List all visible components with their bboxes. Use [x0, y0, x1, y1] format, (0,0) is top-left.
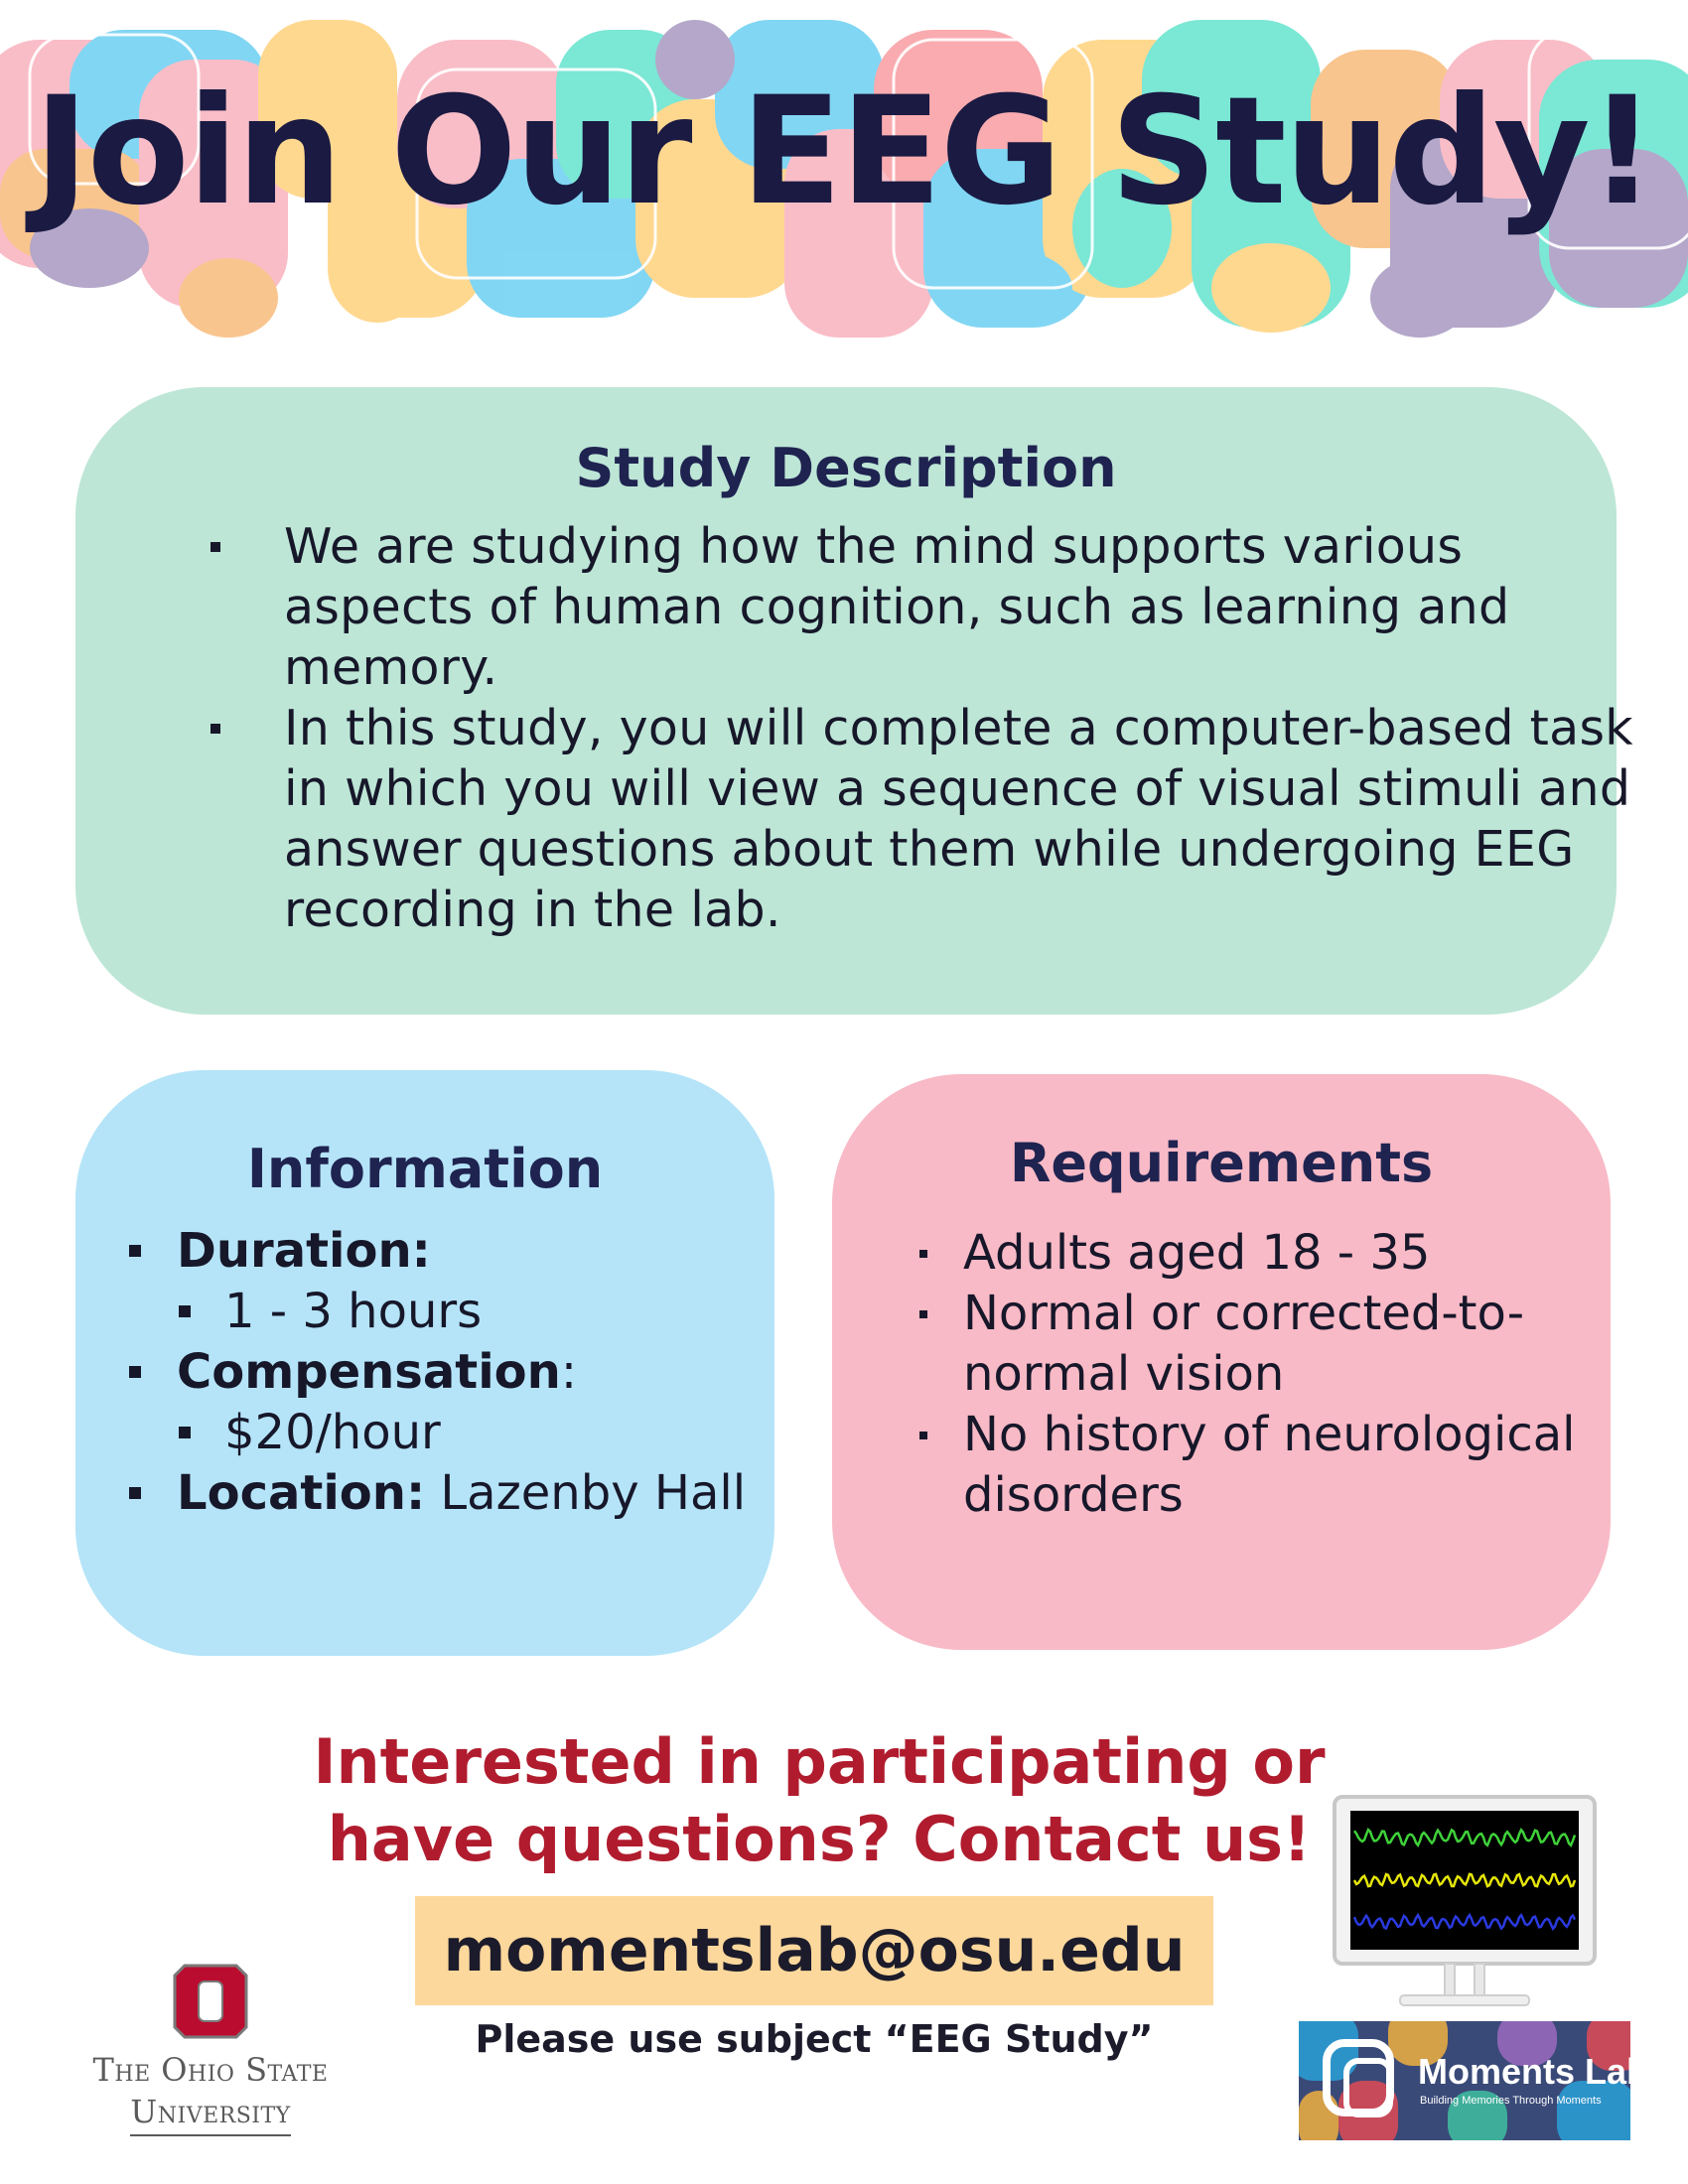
list-item: In this study, you will complete a computer-based task in which you will view a sequence of visual stimuli and answer questions about them while undergoing EEG recording in the lab.	[211, 698, 1640, 940]
study-description-list	[211, 516, 1640, 940]
information-panel	[75, 1070, 774, 1656]
information-list	[129, 1221, 765, 1524]
list-item: No history of neurological disorders	[880, 1405, 1595, 1526]
information-heading: Information	[246, 1138, 604, 1200]
compensation-colon: :	[560, 1344, 577, 1400]
duration-label: Duration:	[177, 1223, 431, 1279]
location-value: Lazenby Hall	[440, 1465, 747, 1521]
moments-lab-name: Moments Lab	[1418, 2051, 1649, 2092]
email-address[interactable]: momentslab@osu.edu	[415, 1896, 1213, 2005]
monitor-eeg-icon	[1331, 1793, 1599, 2007]
requirements-panel	[832, 1074, 1611, 1650]
list-item: Adults aged 18 - 35	[880, 1223, 1595, 1284]
contact-heading-line2: have questions? Contact us!	[327, 1803, 1312, 1875]
duration-value: 1 - 3 hours	[129, 1282, 765, 1342]
compensation-label: Compensation	[177, 1344, 561, 1400]
requirements-heading: Requirements	[1009, 1132, 1434, 1194]
location-label: Location:	[177, 1465, 426, 1521]
page-title: Join Our EEG Study!	[33, 66, 1655, 238]
list-item: We are studying how the mind supports various aspects of human cognition, such as learning and memory.	[211, 516, 1640, 698]
osu-line2: University	[130, 2091, 290, 2136]
compensation-value: $20/hour	[129, 1403, 765, 1463]
moments-lab-tagline: Building Memories Through Moments	[1420, 2095, 1602, 2107]
subject-note: Please use subject “EEG Study”	[475, 2017, 1154, 2061]
osu-line1: The Ohio State	[92, 2051, 329, 2089]
contact-heading-line1: Interested in participating or	[313, 1725, 1326, 1798]
osu-wordmark	[62, 2049, 359, 2136]
duration-item	[129, 1221, 765, 1282]
requirements-list	[880, 1223, 1595, 1526]
list-item: Normal or corrected-to-normal vision	[880, 1284, 1595, 1405]
contact-heading	[298, 1723, 1340, 1878]
compensation-item	[129, 1342, 765, 1403]
study-description-heading: Study Description	[575, 437, 1117, 499]
study-description-panel	[75, 387, 1633, 1015]
location-item	[129, 1463, 765, 1524]
